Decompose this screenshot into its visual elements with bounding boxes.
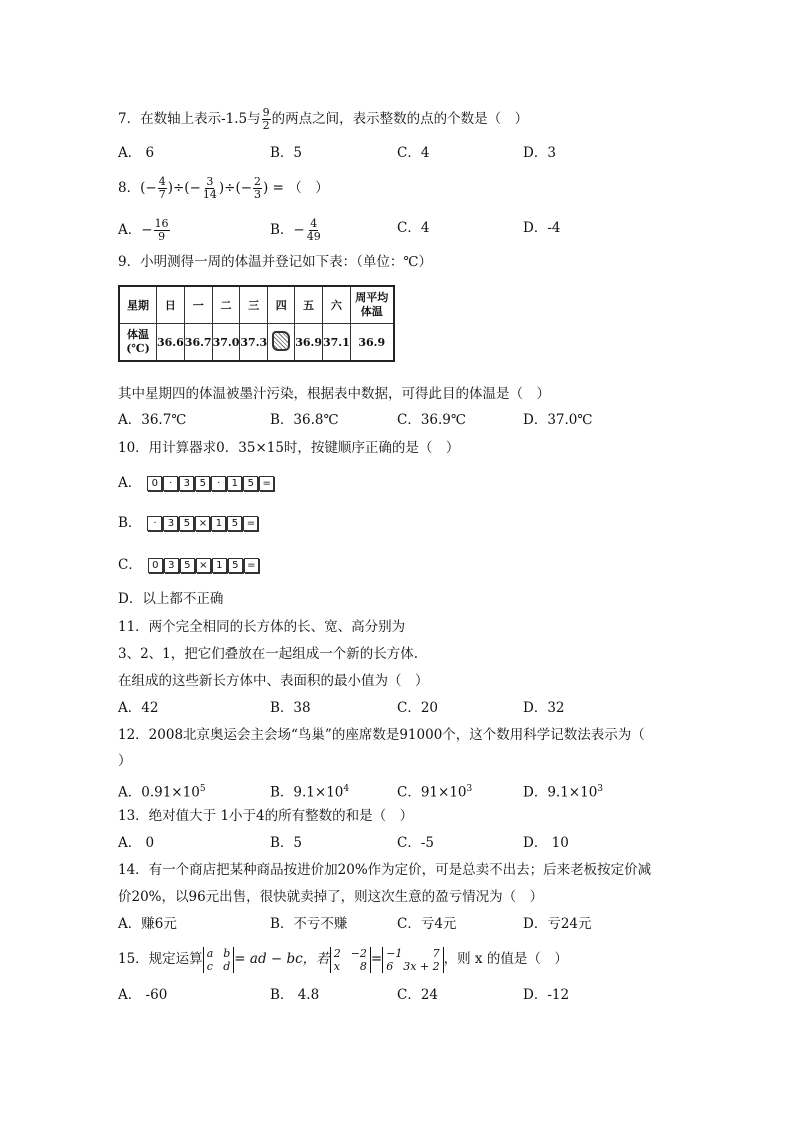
- calc-key: ×: [196, 558, 211, 573]
- q12-option-a: A．$0.91\times 10^5$: [118, 784, 206, 801]
- q9-option-a: A．36.7℃: [118, 412, 187, 428]
- q10-option-d: D．以上都不正确: [118, 591, 224, 607]
- q9-follow: 其中星期四的体温被墨汁污染，根据表中数据，可得此目的体温是（ ）: [118, 386, 550, 402]
- q7-stem: 7．在数轴上表示-1.5与 $\frac{9}{2}$ 的两点之间，表示整数的点的个数是（ ）: [118, 106, 529, 132]
- calc-key: 1: [211, 516, 226, 531]
- temperature-table: [118, 285, 395, 362]
- q12-line2: ）: [118, 753, 132, 769]
- calc-key: 5: [227, 516, 242, 531]
- q7-fraction: $\frac{9}{2}$: [262, 106, 270, 132]
- ink-stain-icon: [272, 331, 290, 351]
- q9-stem: 9．小明测得一周的体温并登记如下表：（单位：℃）: [118, 254, 432, 270]
- table-header: 二: [212, 286, 240, 324]
- table-header: 五: [295, 286, 323, 324]
- q14-line1: 14．有一个商店把某种商品按进价加20%作为定价，可是总卖不出去；后来老板按定价减: [118, 862, 652, 878]
- key-sequence-b: [147, 516, 258, 531]
- q15-option-d: D．-12: [523, 987, 570, 1003]
- q10-option-c: C． 0 3 5 × 1 5 =: [118, 556, 259, 574]
- q14-option-b: B．不亏不赚: [270, 916, 348, 932]
- q11-line2: 3、2、1，把它们叠放在一起组成一个新的长方体.: [118, 646, 419, 662]
- q13-option-a: A． 0: [118, 835, 155, 851]
- calc-key: 1: [212, 558, 227, 573]
- determinant-right: −1 7 6 3x + 2: [382, 947, 443, 973]
- q8-stem: 8．(− $\frac{4}{7}$ )÷(− $\frac{3}{14}$ )÷(− $\frac{2}{3}$ ) = （ ）: [118, 175, 329, 201]
- q7-option-c: C．4: [397, 145, 430, 161]
- calc-key: =: [244, 558, 259, 573]
- q12-option-d: D．$9.1\times 10^3$: [523, 784, 604, 801]
- q15-option-b: B． 4.8: [270, 987, 320, 1003]
- calc-key: 0: [147, 476, 162, 491]
- q12-option-b: B．$9.1\times 10^4$: [270, 784, 350, 801]
- q13-option-b: B．5: [270, 835, 303, 851]
- calc-key: 3: [164, 558, 179, 573]
- calc-key: 5: [195, 476, 210, 491]
- calc-key: =: [259, 476, 274, 491]
- q8-option-d: D．-4: [523, 220, 561, 236]
- q14-option-a: A．赚6元: [118, 916, 177, 932]
- q13-option-d: D． 10: [523, 835, 569, 851]
- q8-option-c: C．4: [397, 220, 430, 236]
- q10-option-b: B． · 3 5 × 1 5 =: [118, 514, 258, 532]
- table-header: 六: [322, 286, 350, 324]
- q15-stem: 15．规定运算 a b c d = ad − bc，若 2 −2 x 8 = −1 7 6 3x + 2 ，则 x 的值是（ ）: [118, 946, 568, 973]
- q11-option-d: D．32: [523, 700, 565, 716]
- determinant-definition: a b c d: [203, 947, 235, 973]
- table-header: 周平均体温: [350, 286, 394, 324]
- q8-option-b: B．− $\frac{4}{49}$: [270, 217, 321, 243]
- q13-stem: 13．绝对值大于 1小于4的所有整数的和是（ ）: [118, 808, 414, 824]
- q11-line3: 在组成的这些新长方体中、表面积的最小值为（ ）: [118, 673, 429, 689]
- table-row-label: 体温(℃): [119, 324, 157, 362]
- q7-option-a: A． 6: [118, 145, 155, 161]
- calc-key: 1: [227, 476, 242, 491]
- q8-option-a: A．− $\frac{16}{9}$: [118, 217, 169, 243]
- table-cell: 36.6: [157, 324, 185, 362]
- q7-option-d: D．3: [523, 145, 556, 161]
- key-sequence-c: [148, 558, 259, 573]
- q11-option-c: C．20: [397, 700, 439, 716]
- q13-option-c: C．-5: [397, 835, 434, 851]
- calc-key: ×: [195, 516, 210, 531]
- calc-key: ·: [147, 516, 162, 531]
- table-cell: 37.0: [212, 324, 240, 362]
- q10-option-a: A． 0 · 3 5 · 1 5 =: [118, 474, 274, 492]
- q14-option-c: C．亏4元: [397, 916, 457, 932]
- table-header: 星期: [119, 286, 157, 324]
- table-cell: 36.9: [350, 324, 394, 362]
- table-cell: 37.3: [240, 324, 268, 362]
- q10-stem: 10．用计算器求0．35×15时，按键顺序正确的是（ ）: [118, 440, 460, 456]
- key-sequence-a: [147, 476, 274, 491]
- calc-key: 3: [163, 516, 178, 531]
- q15-option-a: A． -60: [118, 987, 168, 1003]
- calc-key: =: [243, 516, 258, 531]
- q14-line2: 价20%，以96元出售，很快就卖掉了，则这次生意的盈亏情况为（ ）: [118, 889, 544, 905]
- q9-option-c: C．36.9℃: [397, 412, 466, 428]
- table-header: 三: [240, 286, 268, 324]
- calc-key: 0: [148, 558, 163, 573]
- table-cell: 36.7: [184, 324, 212, 362]
- table-header: 日: [157, 286, 185, 324]
- q11-line1: 11．两个完全相同的长方体的长、宽、高分别为: [118, 619, 406, 635]
- q7-option-b: B．5: [270, 145, 303, 161]
- calc-key: 5: [243, 476, 258, 491]
- q9-option-d: D．37.0℃: [523, 412, 593, 428]
- calc-key: 5: [180, 558, 195, 573]
- calc-key: ·: [211, 476, 226, 491]
- q12-line1: 12．2008北京奥运会主会场“鸟巢”的座席数是91000个，这个数用科学记数法表示为（: [118, 727, 645, 743]
- calc-key: 5: [179, 516, 194, 531]
- q9-option-b: B．36.8℃: [270, 412, 339, 428]
- table-cell: 36.9: [295, 324, 323, 362]
- table-header: 四: [268, 286, 295, 324]
- q11-option-b: B．38: [270, 700, 311, 716]
- calc-key: 3: [179, 476, 194, 491]
- determinant-left: 2 −2 x 8: [330, 947, 371, 973]
- q15-option-c: C．24: [397, 987, 439, 1003]
- q12-option-c: C．$91\times 10^3$: [397, 784, 473, 801]
- calc-key: 5: [228, 558, 243, 573]
- q14-option-d: D．亏24元: [523, 916, 592, 932]
- table-cell: 37.1: [322, 324, 350, 362]
- calc-key: ·: [163, 476, 178, 491]
- q11-option-a: A．42: [118, 700, 159, 716]
- table-header: 一: [184, 286, 212, 324]
- ink-stain-cell: [268, 324, 295, 362]
